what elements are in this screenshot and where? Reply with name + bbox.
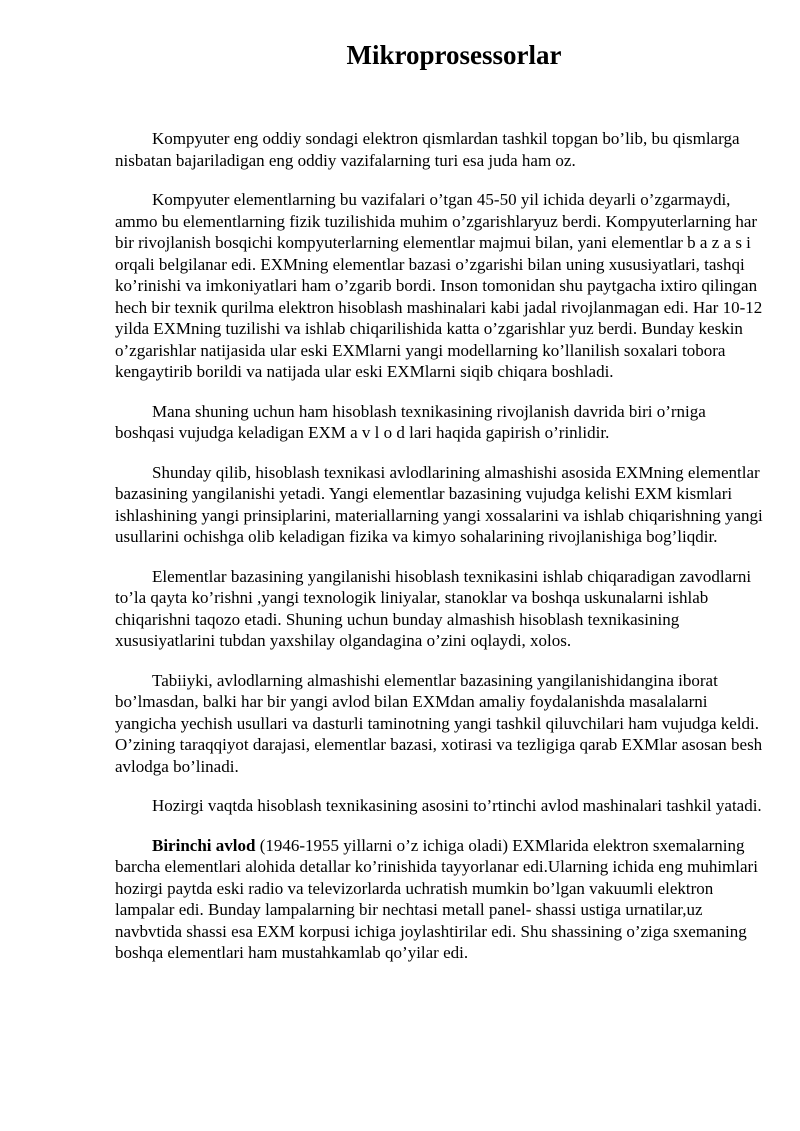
paragraph-5: Elementlar bazasining yangilanishi hisoblash texnikasini ishlab chiqaradigan zavodlarni to’la qayta ko’rishni ,yangi texnologik liniyalar, stanoklar va boshqa uskunalarni ishlab chiqarishni taqozo etadi. Shuning uchun bunday almashish hisoblash texnikasining xususiyatlarini tubdan yaxshilay olgandagina o’zini oqlaydi, xolos. (115, 566, 752, 650)
paragraph-8-text: (1946-1955 yillarni o’z ichiga oladi) EXMlarida elektron sxemalarning barcha elementlari alohida detallar ko’rinishida tayyorlanar edi.Ularning ichida eng muhimlari hozirgi paytda eski radio va televizorlarda uchratish mumkin bo’lgan vakuumli elektron lampalar edi. Bunday lampalarning bir nechtasi metall panel- shassi ustiga urnatilar,uz navbvtida shassi esa EXM korpusi ichiga joylashtirilar edi. Shu shassining o’ziga sxemaning boshqa elementlari ham mustahkamlab qo’yilar edi. (115, 835, 758, 962)
document-body (115, 128, 765, 982)
paragraph-3: Mana shuning uchun ham hisoblash texnikasining rivojlanish davrida biri o’rniga boshqasi vujudga keladigan EXM a v l o d lari haqida gapirish o’rinlidir. (115, 401, 706, 442)
paragraph-8 (115, 835, 765, 964)
paragraph-1: Kompyuter eng oddiy sondagi elektron qismlardan tashkil topgan bo’lib, bu qismlarga nisbatan bajariladigan eng oddiy vazifalarning turi esa juda ham oz. (115, 129, 740, 170)
paragraph-6: Tabiiyki, avlodlarning almashishi elementlar bazasining yangilanishidangina iborat bo’lmasdan, balki har bir yangi avlod bilan EXMdan amaliy foydalanishda masalalarni yangicha yechish usullari va dasturli taminotning yangi tashkil qiluvchilari ham vujudga keldi. O’zining taraqqiyot darajasi, elementlar bazasi, xotirasi va tezligiga qarab EXMlar asosan besh avlodga bo’linadi. (115, 670, 763, 776)
paragraph-2: Kompyuter elementlarning bu vazifalari o’tgan 45-50 yil ichida deyarli o’zgarmaydi, ammo bu elementlarning fizik tuzilishida muhim o’zgarishlaryuz berdi. Kompyuterlarning har bir rivojlanish bosqichi kompyuterlarning elementlar majmui bilan, yani elementlar b a z a s i orqali belgilanar edi. EXMning elementlar bazasi o’zgarishi bilan uning xususiyatlari, tashqi ko’rinishi va imkoniyatlari ham o’zgarib bordi. Inson tomonidan shu paytgacha ixtiro qilingan hech bir texnik qurilma elektron hisoblash mashinalari kabi jadal rivojlanmagan edi. Har 10-12 yilda EXMning tuzilishi va ishlab chiqarilishida katta o’zgarishlar yuz berdi. Bunday keskin o’zgarishlar natijasida ular eski EXMlarni yangi modellarning ko’llanilish soxalari tobora kengaytirib borildi va natijada ular eski EXMlarni siqib chiqara boshladi. (115, 190, 763, 381)
page-title: Mikroprosessorlar (346, 40, 562, 70)
paragraph-8-lead-bold: Birinchi avlod (152, 835, 256, 855)
paragraph-7: Hozirgi vaqtda hisoblash texnikasining asosini to’rtinchi avlod mashinalari tashkil yatadi. (152, 796, 762, 815)
paragraph-4: Shunday qilib, hisoblash texnikasi avlodlarining almashishi asosida EXMning elementlar bazasining yangilanishi yetadi. Yangi elementlar bazasining vujudga kelishi EXM kismlari ishlashining yangi prinsiplarini, materiallarning yangi xossalarini va ishlab chiqarishning yangi usullarini ochishga olib keladigan fizika va kimyo sohalarining rivojlanishiga bog’liqdir. (115, 462, 763, 546)
